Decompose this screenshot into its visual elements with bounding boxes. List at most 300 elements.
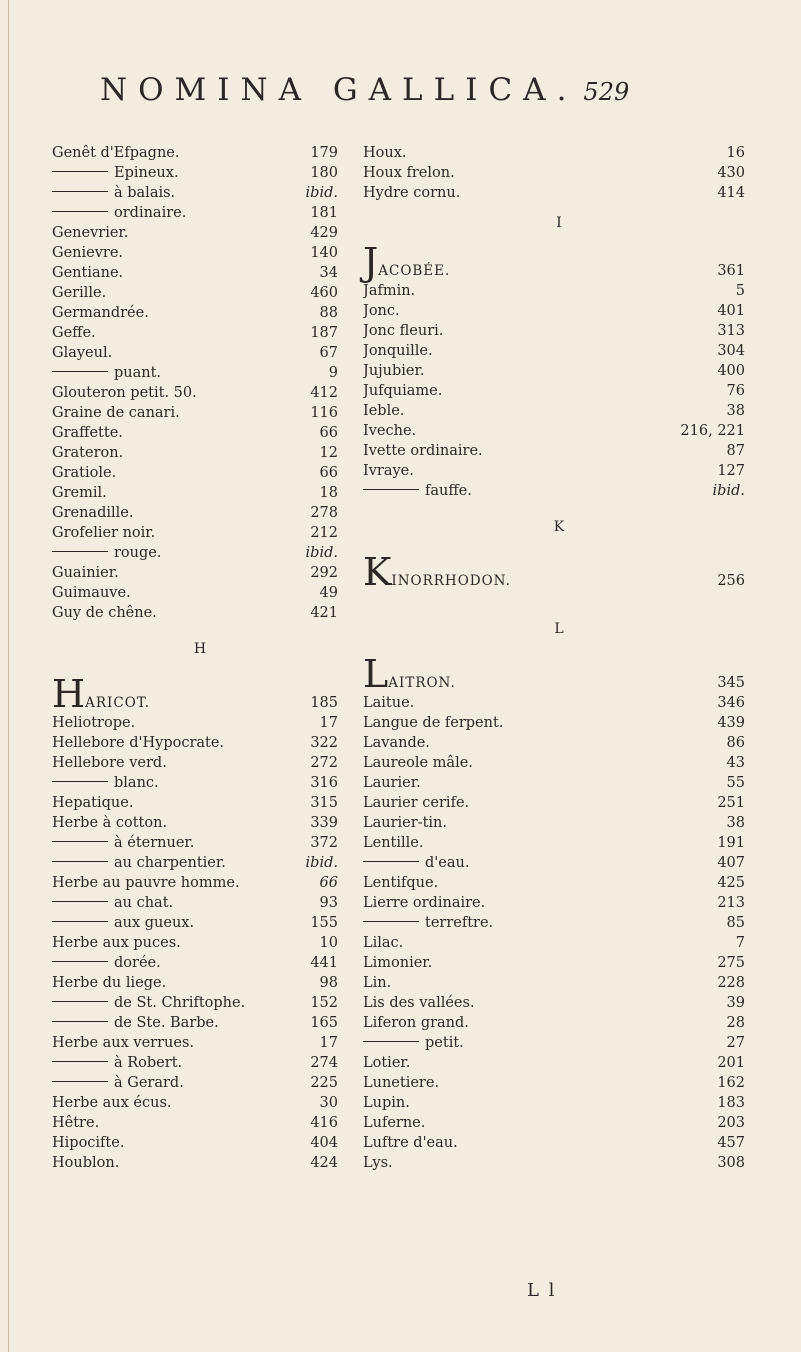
entry-page-ref: 414 — [717, 185, 745, 201]
entry-text: Houblon. — [52, 1155, 120, 1171]
index-entry — [52, 183, 348, 203]
entry-page-ref: ibid. — [305, 545, 338, 561]
entry-text: Lis des vallées. — [363, 995, 475, 1011]
entry-name — [52, 463, 116, 483]
ditto-dash — [52, 191, 108, 192]
entry-page-ref: 17 — [319, 715, 338, 731]
entry-name — [52, 773, 159, 793]
entry-text: Jafmin. — [363, 283, 416, 299]
entry-name — [363, 1133, 458, 1153]
entry-page-ref: 5 — [735, 283, 745, 299]
entry-page-ref: 127 — [717, 463, 745, 479]
ditto-dash — [52, 1021, 108, 1022]
entry-name — [52, 793, 133, 813]
entry-text: Ivette ordinaire. — [363, 443, 483, 459]
entry-name — [52, 1053, 182, 1073]
entry-text: Graine de canari. — [52, 405, 180, 421]
index-entry — [52, 1053, 348, 1073]
index-entry — [52, 933, 348, 953]
index-entry — [52, 283, 348, 303]
entry-name — [363, 873, 438, 893]
entry-text: petit. — [425, 1035, 464, 1051]
entries-l — [363, 693, 755, 1173]
entry-page-ref: 274 — [310, 1055, 338, 1071]
entry-name — [52, 203, 186, 223]
entry-page-ref: 225 — [310, 1075, 338, 1091]
page-number: 529 — [583, 78, 630, 106]
index-entry — [52, 163, 348, 183]
index-entry — [363, 183, 755, 203]
index-entry — [363, 733, 755, 753]
entry-text: puant. — [114, 365, 162, 381]
entry-text: Laureole mâle. — [363, 755, 473, 771]
index-entry — [363, 793, 755, 813]
entry-name — [52, 933, 181, 953]
index-entry — [52, 773, 348, 793]
entry-page-ref: 180 — [310, 165, 338, 181]
entry-page-ref: 18 — [319, 485, 338, 501]
entry-name — [363, 693, 414, 713]
entry-name — [52, 483, 107, 503]
index-entry — [52, 1133, 348, 1153]
entry-page-ref: 429 — [310, 225, 338, 241]
entry-page-ref: 9 — [328, 365, 338, 381]
entry-page-ref: 275 — [717, 955, 745, 971]
entry-page-ref: 7 — [735, 935, 745, 951]
entry-text: Houx frelon. — [363, 165, 455, 181]
entry-name — [363, 361, 424, 381]
entry-name — [363, 421, 416, 441]
entry-text: à Gerard. — [114, 1075, 184, 1091]
index-entry — [363, 1153, 755, 1173]
entry-text: dorée. — [114, 955, 161, 971]
entry-page-ref: 27 — [726, 1035, 745, 1051]
ditto-dash — [52, 1081, 108, 1082]
initial-entry-haricot — [52, 672, 348, 716]
entry-name — [52, 263, 123, 283]
initial-rest-text: INORRHODON. — [391, 573, 511, 589]
entry-text: Gerille. — [52, 285, 107, 301]
index-entry — [52, 603, 348, 623]
entry-name — [52, 913, 194, 933]
index-entry — [52, 363, 348, 383]
index-entry — [52, 483, 348, 503]
entry-text: Germandrée. — [52, 305, 149, 321]
index-entry — [52, 853, 348, 873]
index-entry — [52, 303, 348, 323]
entry-text: à balais. — [114, 185, 176, 201]
entry-name — [363, 993, 475, 1013]
entry-text: Lentifque. — [363, 875, 439, 891]
entry-page-ref: 85 — [726, 915, 745, 931]
entry-text: Jonc fleuri. — [363, 323, 444, 339]
entry-text: Lavande. — [363, 735, 430, 751]
entry-name — [363, 143, 407, 163]
entry-text: Grofelier noir. — [52, 525, 156, 541]
header-title: NOMINA GALLICA. — [100, 72, 578, 108]
index-entry — [363, 813, 755, 833]
index-entry — [52, 813, 348, 833]
page-header — [100, 72, 720, 108]
entry-name — [363, 401, 404, 421]
signature-mark: L l — [527, 1280, 557, 1301]
entry-text: blanc. — [114, 775, 159, 791]
entry-name — [363, 281, 415, 301]
entry-text: à Robert. — [114, 1055, 183, 1071]
entry-page-ref: ibid. — [305, 185, 338, 201]
entry-text: au charpentier. — [114, 855, 226, 871]
entry-page-ref: 346 — [717, 695, 745, 711]
entry-name — [52, 443, 123, 463]
entry-name — [363, 933, 403, 953]
index-entry — [363, 833, 755, 853]
entry-name — [52, 163, 179, 183]
index-entry — [52, 913, 348, 933]
entry-page-ref: 316 — [310, 775, 338, 791]
ditto-dash — [52, 841, 108, 842]
entry-text: Hellebore d'Hypocrate. — [52, 735, 225, 751]
entry-text: de Ste. Barbe. — [114, 1015, 219, 1031]
entry-name — [363, 833, 423, 853]
entry-name — [363, 481, 472, 501]
index-entry — [52, 973, 348, 993]
index-entry — [52, 733, 348, 753]
index-entry — [52, 563, 348, 583]
entry-page-ref: 404 — [310, 1135, 338, 1151]
entry-text: Ieble. — [363, 403, 405, 419]
entry-name — [52, 143, 179, 163]
ditto-dash — [52, 861, 108, 862]
index-entry — [52, 1033, 348, 1053]
entry-page-ref: 155 — [310, 915, 338, 931]
entry-name — [52, 183, 175, 203]
entry-page-ref: 66 — [319, 875, 338, 891]
ditto-dash — [52, 551, 108, 552]
entry-text: au chat. — [114, 895, 174, 911]
entry-page-ref: 98 — [319, 975, 338, 991]
entry-text: Laurier. — [363, 775, 421, 791]
index-entry — [363, 913, 755, 933]
index-entry — [52, 523, 348, 543]
entry-text: Gentiane. — [52, 265, 124, 281]
entry-page-ref: 292 — [310, 565, 338, 581]
index-entry — [52, 143, 348, 163]
section-letter-l: L — [554, 621, 564, 637]
entry-text: de St. Chriftophe. — [114, 995, 246, 1011]
index-entry — [363, 1033, 755, 1053]
drop-capital-k: K — [363, 550, 392, 594]
entry-page-ref: 421 — [310, 605, 338, 621]
entry-name — [52, 713, 135, 733]
entry-page-ref: 430 — [717, 165, 745, 181]
entry-text: Luferne. — [363, 1115, 426, 1131]
index-entry — [52, 243, 348, 263]
entry-name — [52, 583, 131, 603]
entry-name — [363, 733, 430, 753]
entry-text: Genêt d'Efpagne. — [52, 145, 180, 161]
index-entry — [52, 403, 348, 423]
index-entry — [52, 263, 348, 283]
entry-page-ref: 457 — [717, 1135, 745, 1151]
index-entry — [363, 421, 755, 441]
index-entry — [52, 423, 348, 443]
index-entry — [52, 1013, 348, 1033]
entry-text: Gratiole. — [52, 465, 117, 481]
ditto-dash — [363, 861, 419, 862]
section-letter-h: H — [193, 641, 207, 657]
entry-page-ref: 49 — [319, 585, 338, 601]
ditto-dash — [363, 921, 419, 922]
entry-page-ref: 183 — [717, 1095, 745, 1111]
index-entry — [52, 793, 348, 813]
entry-name — [363, 183, 460, 203]
entry-page-ref: 313 — [717, 323, 745, 339]
entry-page-ref: 203 — [717, 1115, 745, 1131]
index-entry — [363, 753, 755, 773]
index-entry — [52, 223, 348, 243]
index-entry — [52, 343, 348, 363]
entry-name — [363, 461, 414, 481]
entry-page-ref: 88 — [319, 305, 338, 321]
entry-name — [52, 973, 166, 993]
index-entry — [363, 301, 755, 321]
entry-page-ref: 67 — [319, 345, 338, 361]
entry-text: Lierre ordinaire. — [363, 895, 486, 911]
entry-text: terreftre. — [425, 915, 494, 931]
entry-page-ref: 372 — [310, 835, 338, 851]
index-entry — [363, 1093, 755, 1113]
left-column — [52, 143, 348, 1173]
entry-text: Lentille. — [363, 835, 424, 851]
index-entry — [363, 381, 755, 401]
entry-page-ref: 140 — [310, 245, 338, 261]
entry-text: Grenadille. — [52, 505, 134, 521]
entry-page-ref: 212 — [310, 525, 338, 541]
entry-page-ref: 38 — [726, 403, 745, 419]
index-entry — [363, 1133, 755, 1153]
entry-page-ref: 76 — [726, 383, 745, 399]
entry-page-ref: 162 — [717, 1075, 745, 1091]
entry-page-ref: 361 — [717, 263, 745, 279]
entry-text: Lotier. — [363, 1055, 411, 1071]
entry-name — [52, 893, 173, 913]
index-entry — [52, 203, 348, 223]
entry-page-ref: 251 — [717, 795, 745, 811]
entry-text: Lupin. — [363, 1095, 410, 1111]
entry-name — [363, 301, 400, 321]
entry-text: Herbe aux verrues. — [52, 1035, 195, 1051]
drop-capital-h: H — [52, 672, 86, 716]
initial-entry-laitron — [363, 652, 755, 696]
entry-name — [52, 503, 133, 523]
entry-page-ref: 322 — [310, 735, 338, 751]
index-entry — [52, 583, 348, 603]
index-entry — [363, 401, 755, 421]
entry-name — [363, 913, 493, 933]
entry-text: Guainier. — [52, 565, 119, 581]
entry-page-ref: 39 — [726, 995, 745, 1011]
entry-name — [52, 853, 226, 873]
page-gutter-edge — [8, 0, 9, 1352]
index-entry — [363, 361, 755, 381]
entry-text: d'eau. — [425, 855, 470, 871]
entry-name — [363, 853, 469, 873]
entry-name — [52, 1113, 99, 1133]
ditto-dash — [363, 1041, 419, 1042]
entry-page-ref: 345 — [717, 675, 745, 691]
entry-name — [363, 163, 455, 183]
index-entry — [52, 993, 348, 1013]
entry-name — [52, 813, 167, 833]
ditto-dash — [363, 489, 419, 490]
entry-text: Epineux. — [114, 165, 179, 181]
entry-text: Lunetiere. — [363, 1075, 440, 1091]
index-entry — [363, 693, 755, 713]
entries-j — [363, 281, 755, 501]
entry-page-ref: 38 — [726, 815, 745, 831]
ditto-dash — [52, 211, 108, 212]
entry-name — [52, 523, 155, 543]
entry-text: Jonc. — [363, 303, 400, 319]
entry-page-ref: 86 — [726, 735, 745, 751]
entry-name — [52, 733, 224, 753]
index-entry — [52, 503, 348, 523]
entry-page-ref: 201 — [717, 1055, 745, 1071]
entry-text: aux gueux. — [114, 915, 195, 931]
index-entry — [363, 953, 755, 973]
entry-name — [52, 323, 96, 343]
initial-rest-text: ACOBÉE. — [378, 263, 451, 279]
ditto-dash — [52, 781, 108, 782]
entry-text: Limonier. — [363, 955, 433, 971]
ditto-dash — [52, 901, 108, 902]
section-letter-i: I — [556, 215, 562, 231]
index-entry — [363, 993, 755, 1013]
index-entry — [363, 713, 755, 733]
index-entry — [52, 323, 348, 343]
index-entry — [363, 281, 755, 301]
index-entry — [52, 443, 348, 463]
right-column — [363, 143, 755, 1173]
ditto-dash — [52, 921, 108, 922]
entry-text: Jonquille. — [363, 343, 433, 359]
entry-page-ref: 315 — [310, 795, 338, 811]
entry-text: Lin. — [363, 975, 392, 991]
entry-page-ref: ibid. — [712, 483, 745, 499]
entry-page-ref: 400 — [717, 363, 745, 379]
entry-page-ref: 216, 221 — [680, 423, 745, 439]
entry-name — [363, 813, 447, 833]
entry-page-ref: 116 — [310, 405, 338, 421]
entry-page-ref: 441 — [310, 955, 338, 971]
entry-name — [363, 441, 483, 461]
entry-page-ref: 10 — [319, 935, 338, 951]
entry-name — [363, 1093, 410, 1113]
entry-text: Genevrier. — [52, 225, 129, 241]
entry-page-ref: 191 — [717, 835, 745, 851]
entry-name — [363, 713, 503, 733]
entry-page-ref: 272 — [310, 755, 338, 771]
index-entry — [52, 953, 348, 973]
entry-text: Luftre d'eau. — [363, 1135, 458, 1151]
index-entry — [363, 163, 755, 183]
drop-capital-j: J — [363, 240, 379, 284]
entry-name — [52, 543, 161, 563]
entry-name — [52, 243, 123, 263]
initial-rest-text: AITRON. — [388, 675, 456, 691]
entry-name — [363, 753, 473, 773]
entry-name — [52, 753, 167, 773]
entry-name — [363, 893, 485, 913]
entry-page-ref: 17 — [319, 1035, 338, 1051]
entry-name — [363, 321, 443, 341]
entry-page-ref: 185 — [310, 695, 338, 711]
entry-page-ref: 425 — [717, 875, 745, 891]
entry-page-ref: 16 — [726, 145, 745, 161]
entry-page-ref: 439 — [717, 715, 745, 731]
index-entry — [363, 853, 755, 873]
index-entry — [52, 1093, 348, 1113]
entry-page-ref: 187 — [310, 325, 338, 341]
index-entry — [52, 1113, 348, 1133]
entry-text: Hepatique. — [52, 795, 134, 811]
index-entry — [363, 341, 755, 361]
entries-g — [52, 143, 348, 623]
entry-name — [363, 1073, 439, 1093]
entry-text: Jujubier. — [363, 363, 425, 379]
entry-page-ref: 412 — [310, 385, 338, 401]
entry-text: Gremil. — [52, 485, 107, 501]
entry-text: Laurier cerife. — [363, 795, 470, 811]
entries-h-continued — [363, 143, 755, 203]
index-entry — [52, 543, 348, 563]
ditto-dash — [52, 1061, 108, 1062]
entry-name — [52, 423, 123, 443]
ditto-dash — [52, 171, 108, 172]
entry-name — [52, 953, 161, 973]
entry-page-ref: 416 — [310, 1115, 338, 1131]
entry-text: Glouteron petit. 50. — [52, 385, 197, 401]
drop-capital-l: L — [363, 652, 389, 696]
index-entry — [363, 773, 755, 793]
entry-page-ref: 87 — [726, 443, 745, 459]
entry-name — [363, 773, 421, 793]
entry-text: Graffette. — [52, 425, 123, 441]
ditto-dash — [52, 371, 108, 372]
entry-name — [363, 973, 391, 993]
entry-name — [52, 223, 128, 243]
entry-name — [52, 833, 194, 853]
entry-name — [52, 403, 180, 423]
index-entry — [52, 873, 348, 893]
entry-page-ref: 181 — [310, 205, 338, 221]
entry-name — [52, 1033, 194, 1053]
entry-page-ref: 34 — [319, 265, 338, 281]
entry-page-ref: 12 — [319, 445, 338, 461]
ditto-dash — [52, 1001, 108, 1002]
entry-text: Houx. — [363, 145, 407, 161]
entry-page-ref: 55 — [726, 775, 745, 791]
entry-page-ref: 407 — [717, 855, 745, 871]
entry-text: Hydre cornu. — [363, 185, 461, 201]
entry-text: Hipocifte. — [52, 1135, 125, 1151]
entry-name — [52, 383, 197, 403]
entry-page-ref: 179 — [310, 145, 338, 161]
entry-text: Herbe aux écus. — [52, 1095, 172, 1111]
entries-h — [52, 713, 348, 1173]
entry-name — [363, 1153, 393, 1173]
entry-text: Herbe du liege. — [52, 975, 167, 991]
